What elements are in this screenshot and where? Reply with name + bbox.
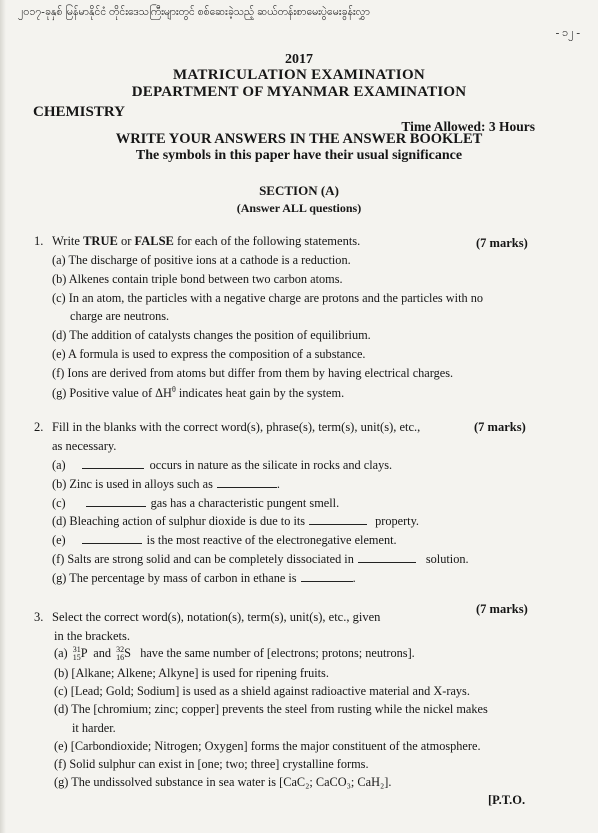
q1-item-c: (c) In an atom, the particles with a negative charge are protons and the particles with no	[52, 291, 484, 305]
q3-item-g: (g) The undissolved substance in sea water is [CaC₂; CaCO₃; CaH₂].	[54, 775, 392, 789]
section-note: (Answer ALL questions)	[236, 201, 362, 215]
q3-item-d-cont: it harder.	[72, 721, 116, 735]
q3-item-f: (f) Solid sulphur can exist in [one; two; three] crystalline forms.	[54, 757, 369, 771]
time-allowed: Time Allowed: 3 Hours	[401, 119, 535, 134]
header-note-myanmar: ၂၀၁၇-ခုနှစ် မြန်မာနိုင်ငံ တိုင်းဒေသကြီးများတွင် စစ်ဆေးခဲ့သည့် ဆယ်တန်းစာမေးပွဲမေးခွန်းလွှာ	[18, 7, 370, 18]
q3-item-c: (c) [Lead; Gold; Sodium] is used as a shield against radioactive material and X-rays.	[54, 684, 470, 698]
instruction-answer-booklet: WRITE YOUR ANSWERS IN THE ANSWER BOOKLET	[115, 131, 483, 147]
scan-edge-shadow	[0, 0, 6, 833]
q1-item-g: (g) Positive value of $\Delta H^\theta$ indicates heat gain by the system.	[52, 385, 345, 401]
q3-instruction-cont: in the brackets.	[54, 629, 131, 643]
please-turn-over: [P.T.O.	[488, 793, 526, 807]
q2-item-a: (a) occurs in nature as the silicate in rocks and clays.	[52, 458, 393, 472]
q2-item-e: (e) is the most reactive of the electronegative element.	[52, 533, 397, 547]
q2-marks: (7 marks)	[474, 420, 526, 434]
q1-item-f: (f) Ions are derived from atoms but differ from them by having electrical charges.	[52, 366, 454, 380]
q2-item-c: (c) gas has a characteristic pungent smell.	[52, 496, 340, 510]
q2-item-f: (f) Salts are strong solid and can be completely dissociated in solution.	[52, 552, 469, 566]
q1-item-c-cont: charge are neutrons.	[70, 309, 170, 323]
q1-number: 1.	[34, 234, 44, 248]
q1-marks: (7 marks)	[476, 236, 528, 250]
q3-number: 3.	[34, 610, 44, 624]
q2-instruction-cont: as necessary.	[52, 439, 117, 453]
q2-instruction: Fill in the blanks with the correct word(s), phrase(s), term(s), unit(s), etc.,	[52, 420, 421, 434]
exam-department: DEPARTMENT OF MYANMAR EXAMINATION	[131, 84, 467, 100]
instruction-symbols: The symbols in this paper have their usual significance	[135, 148, 463, 163]
q3-item-a: (a) 31 15 P and 32 16 S have the same number of [electrons; protons; neutrons].	[54, 645, 415, 663]
q2-item-g: (g) The percentage by mass of carbon in ethane is .	[52, 571, 356, 585]
q1-item-d: (d) The addition of catalysts changes the position of equilibrium.	[52, 328, 371, 342]
exam-title: MATRICULATION EXAMINATION	[172, 67, 426, 83]
page-number: - ၁၂ -	[555, 27, 580, 39]
q3-item-b: (b) [Alkane; Alkene; Alkyne] is used for ripening fruits.	[54, 666, 329, 680]
q3-item-e: (e) [Carbondioxide; Nitrogen; Oxygen] forms the major constituent of the atmosphere.	[54, 739, 481, 753]
q1-item-b: (b) Alkenes contain triple bond between two carbon atoms.	[52, 272, 343, 286]
q1-item-e: (e) A formula is used to express the composition of a substance.	[52, 347, 366, 361]
q3-instruction: Select the correct word(s), notation(s), term(s), unit(s), etc., given	[52, 610, 381, 624]
isotope-s-notation: 32 16	[116, 645, 125, 663]
q2-item-d: (d) Bleaching action of sulphur dioxide is due to its property.	[52, 514, 420, 528]
q1-item-a: (a) The discharge of positive ions at a cathode is a reduction.	[52, 253, 351, 267]
subject-title: CHEMISTRY	[33, 104, 125, 120]
q3-marks: (7 marks)	[476, 602, 528, 616]
q2-item-b: (b) Zinc is used in alloys such as .	[52, 477, 280, 491]
q1-instruction: Write TRUE or FALSE for each of the following statements.	[52, 234, 361, 248]
section-title: SECTION (A)	[259, 183, 339, 198]
exam-year: 2017	[285, 52, 313, 67]
q2-number: 2.	[34, 420, 44, 434]
q3-item-d: (d) The [chromium; zinc; copper] prevents the steel from rusting while the nickel makes	[54, 702, 488, 716]
isotope-p-notation: 31 15	[72, 645, 81, 663]
